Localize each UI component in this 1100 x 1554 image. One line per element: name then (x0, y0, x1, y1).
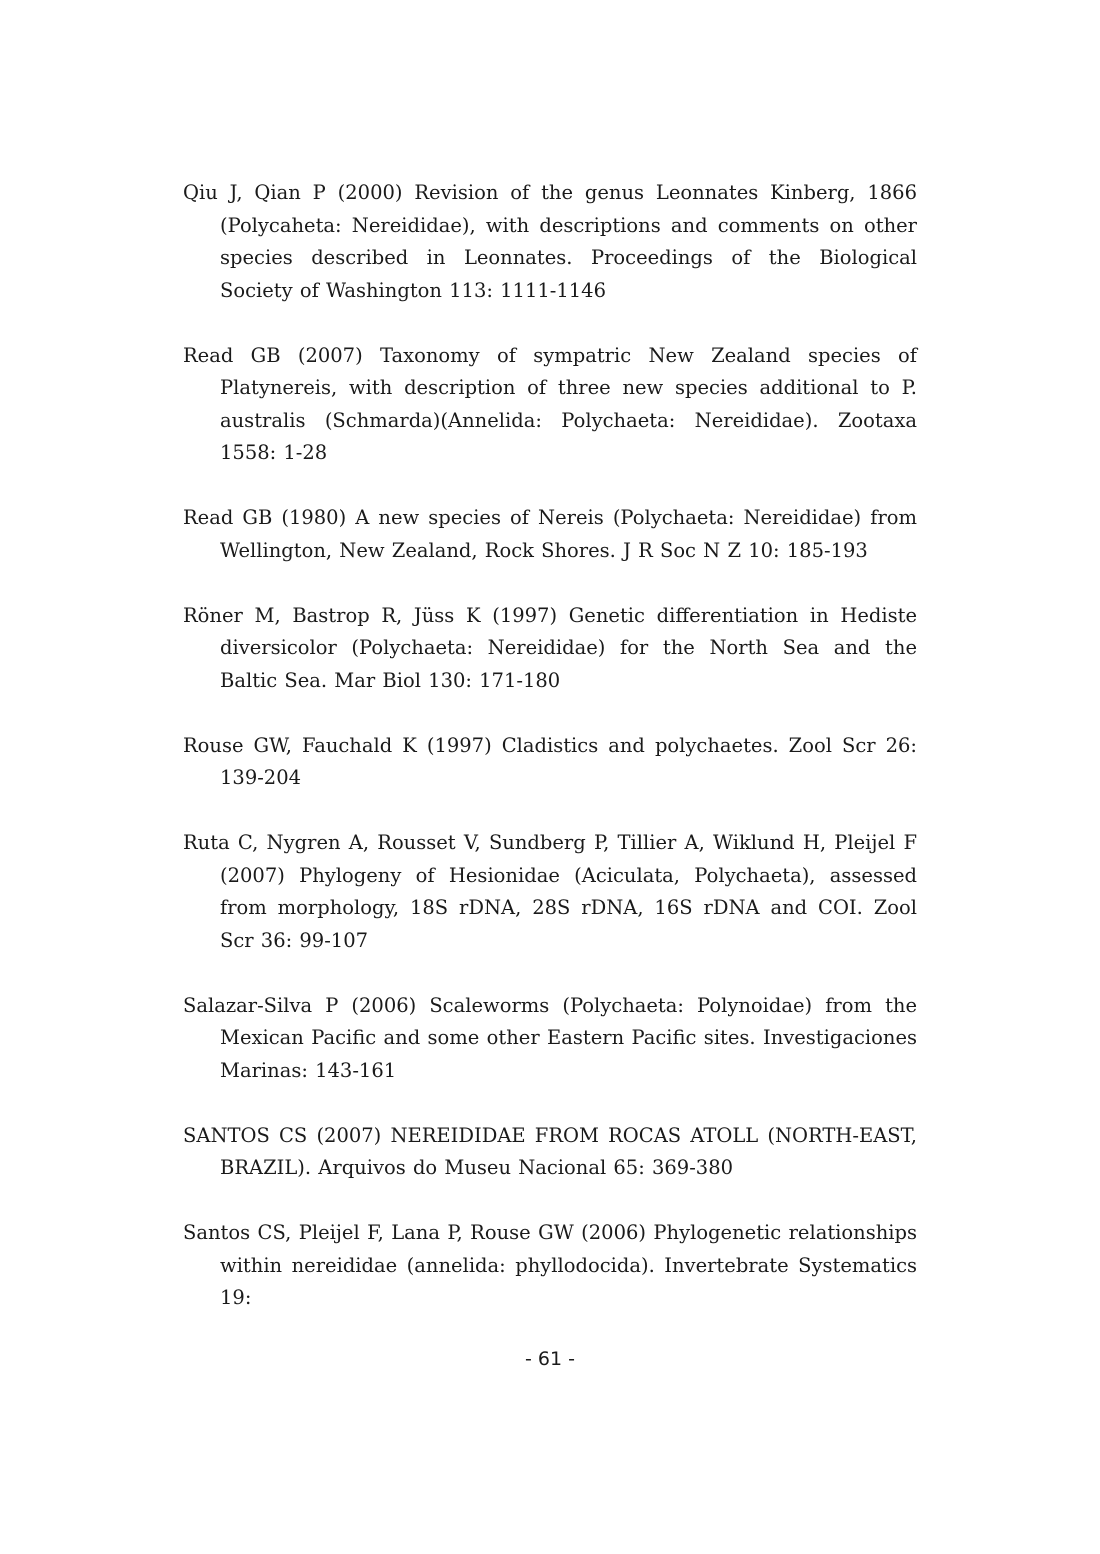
reference-entry: Santos CS, Pleijel F, Lana P, Rouse GW (2006) Phylogenetic relationships within nereididae (annelida: phyllodocida). Invertebrate Systematics 19: (183, 1221, 917, 1309)
reference-entry: Röner M, Bastrop R, Jüss K (1997) Genetic differentiation in Hediste diversicolor (Polychaeta: Nereididae) for the North Sea and the Baltic Sea. Mar Biol 130: 171-180 (183, 603, 917, 692)
reference-entry: Read GB (2007) Taxonomy of sympatric New Zealand species of Platynereis, with description of three new species additional to P. australis (Schmarda)(Annelida: Polychaeta: Nereididae). Zootaxa 1558: 1-28 (183, 343, 917, 464)
page-number: - 61 - (525, 1348, 575, 1370)
reference-entry: Rouse GW, Fauchald K (1997) Cladistics and polychaetes. Zool Scr 26: 139-204 (183, 733, 917, 789)
reference-entry: Qiu J, Qian P (2000) Revision of the genus Leonnates Kinberg, 1866 (Polycaheta: Nereididae), with descriptions and comments on other species described in Leonnates. Proceedings of the Biological Society of Washington 113: 1111-1146 (183, 181, 917, 302)
reference-list (183, 177, 917, 1315)
reference-entry: Salazar-Silva P (2006) Scaleworms (Polychaeta: Polynoidae) from the Mexican Pacific and some other Eastern Pacific sites. Investigaciones Marinas: 143-161 (183, 993, 917, 1082)
reference-entry: Ruta C, Nygren A, Rousset V, Sundberg P, Tillier A, Wiklund H, Pleijel F (2007) Phylogeny of Hesionidae (Aciculata, Polychaeta), assessed from morphology, 18S rDNA, 28S rDNA, 16S rDNA and COI. Zool Scr 36: 99-107 (183, 831, 917, 952)
reference-entry: SANTOS CS (2007) NEREIDIDAE FROM ROCAS ATOLL (NORTH-EAST, BRAZIL). Arquivos do Museu Nacional 65: 369-380 (183, 1123, 917, 1179)
reference-entry: Read GB (1980) A new species of Nereis (Polychaeta: Nereididae) from Wellington, New Zealand, Rock Shores. J R Soc N Z 10: 185-193 (183, 506, 917, 562)
